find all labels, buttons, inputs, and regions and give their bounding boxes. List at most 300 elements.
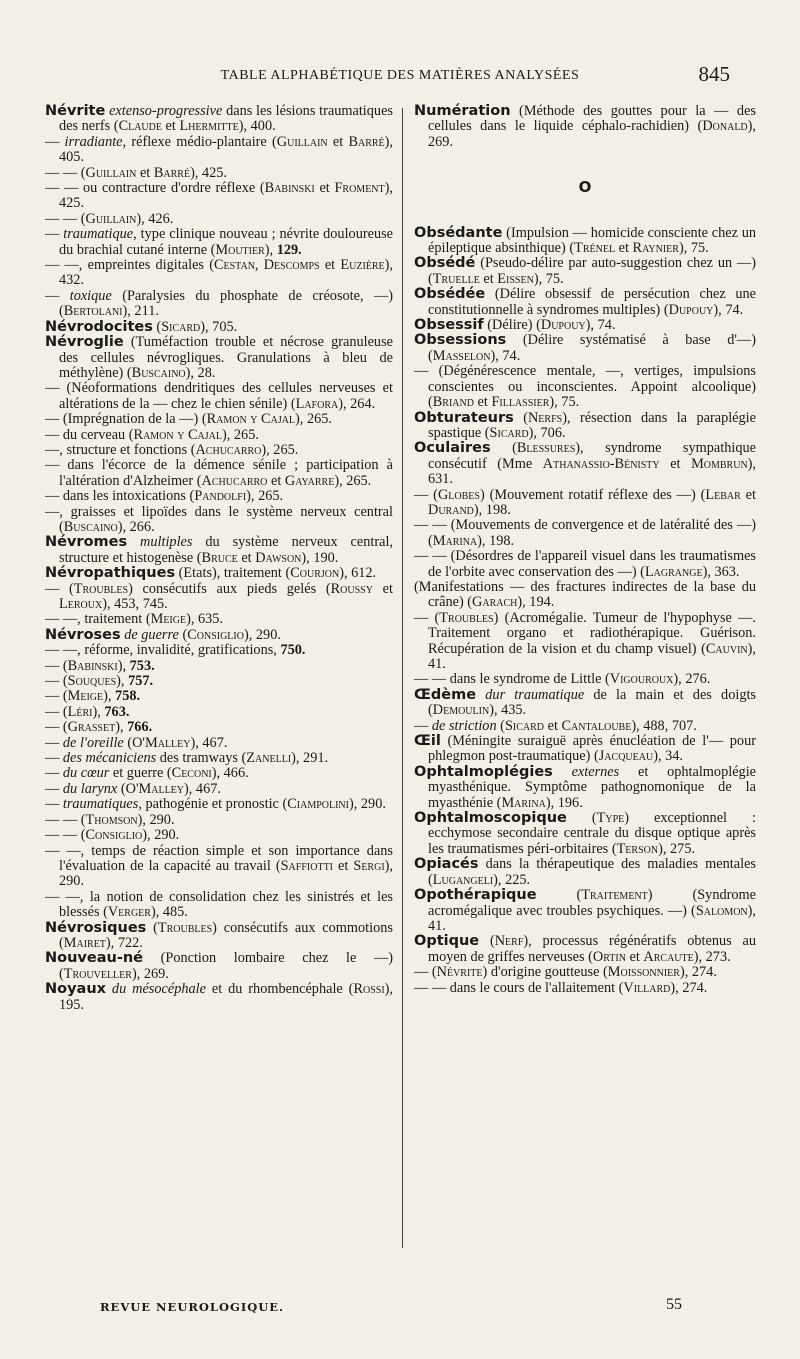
- italic-term: irradiante: [64, 133, 123, 150]
- index-entry: [45, 227, 393, 258]
- entry-text: ), 290.: [142, 827, 180, 844]
- index-entry: [414, 256, 756, 287]
- entry-text: —: [45, 780, 63, 797]
- index-entry: [414, 811, 756, 857]
- index-entry: [45, 135, 393, 166]
- entry-text: ), 34.: [653, 748, 683, 765]
- author-name: Buscaino: [63, 518, 118, 535]
- column-divider: [402, 108, 403, 1248]
- entry-text: — — (: [45, 164, 86, 181]
- entry-text: — (Dégénérescence mentale, —, vertiges, impulsions conscientes ou inconscientes. Appoint alcoolique) (: [414, 363, 756, 411]
- author-name: Blessures: [516, 440, 576, 457]
- author-name: Traitement: [581, 887, 648, 904]
- entry-text: ), 488, 707.: [631, 717, 697, 734]
- author-name: Bertolani: [63, 303, 123, 320]
- index-entry: [414, 981, 756, 996]
- entry-text: —, structure et fonctions (: [45, 441, 196, 458]
- entry-text: et: [479, 270, 498, 287]
- author-name: Guillain: [85, 210, 137, 227]
- index-entry: [414, 857, 756, 888]
- entry-text: ), 196.: [545, 794, 583, 811]
- entry-text: et: [267, 472, 285, 489]
- author-name: Malley: [145, 734, 191, 751]
- index-entry: [45, 289, 393, 320]
- italic-term: de guerre: [124, 626, 179, 643]
- author-name: Durand: [428, 501, 474, 518]
- author-name: Ceconi: [171, 765, 212, 782]
- entry-text: — —, traitement (: [45, 611, 151, 628]
- entry-text: — (: [45, 657, 68, 674]
- author-name: Barré: [153, 164, 191, 181]
- entry-text: ), 41.: [428, 640, 756, 672]
- author-name: Troubles: [157, 919, 213, 936]
- index-entry: [414, 364, 756, 410]
- right-column-top-entries: [414, 104, 756, 150]
- entry-text: ), 426.: [136, 210, 174, 227]
- index-entry: [414, 719, 756, 734]
- italic-term: toxique: [69, 287, 112, 304]
- entry-text: ), 266.: [117, 518, 155, 535]
- entry-text: — — (: [45, 827, 86, 844]
- entry-text: (: [152, 318, 162, 335]
- entry-text: et: [615, 240, 633, 257]
- italic-term: du cœur: [62, 765, 110, 782]
- index-entry: [45, 612, 393, 627]
- entry-text: et guerre (: [109, 765, 172, 782]
- author-name: Type: [596, 810, 625, 827]
- entry-text: ), 265.: [295, 411, 332, 428]
- entry-text: — — (: [45, 811, 86, 828]
- index-entry: [45, 458, 393, 489]
- entry-headword: Névrodocites: [45, 318, 153, 335]
- entry-headword: Obturateurs: [414, 409, 514, 426]
- author-name: Descomps: [263, 257, 320, 274]
- entry-text: — (: [45, 688, 68, 705]
- entry-text: — —, réforme, invalidité, gratifications,: [45, 642, 281, 659]
- entry-text: ), 74.: [713, 301, 744, 318]
- author-name: Saffiotti: [280, 857, 334, 874]
- entry-text: ), 274.: [670, 979, 708, 996]
- entry-text: (Paralysies du phosphate de créosote, —) (: [59, 287, 394, 320]
- author-name: Bruce: [201, 549, 238, 566]
- entry-text: et: [372, 580, 393, 597]
- entry-headword: Névroses: [45, 626, 121, 643]
- page-header: [42, 62, 758, 92]
- index-entry: [45, 643, 393, 658]
- index-entry: [414, 287, 756, 318]
- entry-text: ) (Mouvement rotatif réflexe des —) (: [479, 486, 706, 503]
- entry-text: ), 290.: [137, 811, 175, 828]
- author-name: Vigouroux: [609, 671, 674, 688]
- entry-text: et: [544, 717, 562, 734]
- entry-text: (: [178, 626, 188, 643]
- author-name: Ortin: [592, 948, 626, 965]
- index-entry: [414, 580, 756, 611]
- entry-text: ), syndrome sympathique consécutif (Mme: [428, 440, 756, 472]
- author-name: Jacqueau: [598, 748, 654, 765]
- entry-text: ), 425.: [59, 180, 393, 212]
- author-name: Moutier: [215, 241, 265, 258]
- entry-text: ), 275.: [658, 840, 696, 857]
- author-name: Babinski: [67, 657, 118, 674]
- index-entry: [45, 212, 393, 227]
- author-name: Masselon: [432, 347, 491, 364]
- author-name: Léri: [67, 703, 93, 720]
- entry-text: — (: [45, 580, 74, 597]
- entry-text: — (: [414, 486, 438, 503]
- index-entry: [45, 412, 393, 427]
- entry-text: — du cerveau (: [45, 426, 134, 443]
- entry-text: ) (Syndrome acromégalique avec troubles psychiques. —) (: [428, 887, 756, 919]
- index-entry: [414, 318, 756, 333]
- entry-text: ), 400.: [238, 118, 276, 135]
- index-entry: [414, 672, 756, 687]
- entry-headword: Œil: [414, 733, 441, 750]
- bold-page-ref: 129.: [276, 241, 302, 258]
- entry-headword: Névromes: [45, 534, 128, 551]
- entry-text: ), 211.: [122, 303, 159, 320]
- entry-text: — —, la notion de consolidation chez les sinistrés et les blessés (: [45, 888, 393, 921]
- entry-text: et: [333, 857, 354, 874]
- journal-name: REVUE NEUROLOGIQUE.: [100, 1300, 285, 1314]
- entry-text: des tramways (: [156, 750, 247, 767]
- entry-text: (: [566, 810, 597, 827]
- entry-headword: Obsessions: [414, 332, 507, 349]
- entry-text: ), 74.: [585, 317, 616, 334]
- entry-headword: Œdème: [414, 686, 477, 703]
- entry-text: — (: [45, 719, 68, 736]
- index-entry: [414, 934, 756, 965]
- author-name: Verger: [107, 904, 151, 921]
- index-entry: [45, 489, 393, 504]
- index-entry: [45, 181, 393, 212]
- author-name: Courjon: [290, 565, 340, 582]
- entry-text: (: [146, 919, 158, 936]
- index-entry: [45, 705, 393, 720]
- author-name: Nerfs: [527, 409, 563, 426]
- entry-text: [553, 764, 572, 780]
- author-name: Troubles: [73, 580, 129, 597]
- entry-text: et: [659, 455, 692, 472]
- author-name: Terson: [616, 840, 659, 857]
- author-name: Sergi: [353, 857, 385, 874]
- entry-text: ), 28.: [185, 364, 216, 381]
- entry-text: — — dans le syndrome de Little (: [414, 671, 610, 688]
- entry-text: —: [45, 750, 63, 767]
- entry-text: —: [45, 765, 63, 782]
- author-name: Babinski: [264, 180, 315, 197]
- author-name: Sicard: [489, 424, 529, 441]
- index-entry: [414, 441, 756, 487]
- index-entry: [45, 797, 393, 812]
- entry-text: ), 264.: [338, 395, 376, 412]
- author-name: Pandolfi: [194, 488, 247, 505]
- entry-text: ), résection dans la paraplégie spastique (: [428, 409, 756, 441]
- entry-text: ), 75.: [533, 270, 564, 287]
- entry-text: ), 705.: [200, 318, 238, 335]
- entry-text: — — dans le cours de l'allaitement (: [414, 979, 624, 996]
- author-name: Raynier: [632, 240, 679, 257]
- author-name: Cauvin: [705, 640, 748, 657]
- bold-page-ref: 753.: [129, 657, 155, 674]
- entry-headword: Oculaires: [414, 440, 491, 457]
- author-name: Demoulin: [432, 702, 490, 719]
- entry-text: ), processus régénératifs obtenus au moyen de griffes nerveuses (: [428, 933, 756, 965]
- entry-text: ), 706.: [528, 424, 566, 441]
- entry-text: (Délire) (: [483, 317, 541, 334]
- entry-text: (Manifestations — des fractures indirectes de la base du crâne) (: [414, 578, 756, 611]
- index-entry: [45, 674, 393, 689]
- author-name: Garach: [472, 594, 518, 611]
- entry-text: et ophtalmoplégie myasthénique. Symptôme pathognomonique de la myasthénie (: [428, 763, 757, 811]
- entry-text: — — (: [45, 210, 86, 227]
- entry-text: —, graisses et lipoïdes dans le système nerveux central (: [45, 503, 393, 535]
- entry-text: ) consécutifs aux commotions (: [59, 919, 393, 951]
- author-name: Cantaloube: [561, 717, 632, 734]
- author-name: Malley: [138, 780, 185, 797]
- index-entry: [45, 104, 393, 135]
- author-name: Rossi: [353, 981, 385, 998]
- entry-text: (Pseudo-délire par auto-suggestion chez un —) (: [428, 255, 756, 287]
- entry-text: et: [625, 948, 644, 965]
- entry-text: —: [45, 734, 63, 751]
- author-name: Briand: [432, 394, 474, 411]
- entry-text: [476, 687, 485, 703]
- author-name: Thomson: [85, 811, 138, 828]
- entry-headword: Ophtalmoscopique: [414, 810, 567, 827]
- index-entry: [45, 782, 393, 797]
- entry-headword: Obsédé: [414, 255, 476, 272]
- entry-text: ),: [264, 241, 277, 258]
- entry-text: — —, empreintes digitales (: [45, 257, 214, 274]
- index-entry: [414, 333, 756, 364]
- index-entry: [414, 888, 756, 934]
- index-entry: [414, 611, 756, 673]
- author-name: Trénel: [574, 240, 616, 257]
- author-name: Consiglio: [187, 626, 244, 643]
- entry-headword: Opothérapique: [414, 887, 537, 904]
- entry-text: ), 265.: [261, 441, 299, 458]
- author-name: Mombrun: [691, 455, 748, 472]
- entry-text: (: [490, 440, 517, 457]
- bold-page-ref: 763.: [104, 703, 130, 720]
- entry-text: ) (Acromégalie. Tumeur de l'hypophyse —. Traitement organo et radiothérapique. Guérison. Récupération de la vision et du champ visuel) (: [428, 609, 757, 657]
- entry-headword: Opiacés: [414, 856, 479, 873]
- entry-headword: Névroglie: [45, 334, 124, 351]
- index-entry: [414, 549, 756, 580]
- author-name: Névrite: [436, 964, 483, 981]
- entry-headword: Obsédée: [414, 286, 486, 303]
- entry-text: (Tuméfaction trouble et nécrose granuleuse des cellules névrogliques. Granulations à bleu de méthylène) (: [59, 334, 393, 381]
- bold-page-ref: 757.: [128, 673, 154, 690]
- author-name: Eissen: [497, 270, 534, 287]
- entry-text: — (: [45, 673, 68, 690]
- author-name: Fillassier: [491, 394, 550, 411]
- index-entry: [45, 258, 393, 289]
- italic-term: de striction: [431, 717, 497, 734]
- author-name: Euzière: [340, 257, 385, 274]
- entry-text: ), 195.: [59, 981, 393, 1013]
- author-name: Athanassio-Bénisty: [542, 455, 660, 472]
- author-name: Roussy: [330, 580, 373, 597]
- entry-text: , type clinique nouveau ; névrite douloureuse du brachial cutané interne (: [59, 226, 394, 258]
- italic-term: extenso-progressive: [109, 103, 223, 119]
- entry-text: ), 290.: [243, 626, 281, 643]
- italic-term: du mésocéphale: [111, 981, 206, 998]
- author-name: Lagrange: [644, 563, 703, 580]
- index-entry: [45, 982, 393, 1013]
- entry-text: — (Imprégnation de la —) (: [45, 411, 207, 428]
- author-name: Troubles: [439, 609, 494, 626]
- entry-text: (Impulsion — homicide consciente chez un épileptique absinthique) (: [428, 224, 756, 257]
- entry-text: et: [136, 164, 154, 181]
- entry-text: , pathogénie et pronostic (: [138, 796, 288, 813]
- entry-text: — (: [414, 964, 437, 981]
- bold-page-ref: 766.: [127, 719, 153, 736]
- author-name: Dupouy: [668, 301, 714, 318]
- author-name: Sicard: [504, 717, 545, 734]
- entry-text: (: [479, 933, 495, 950]
- entry-text: — (: [414, 609, 440, 626]
- entry-text: du système nerveux central, structure et histogenèse (: [59, 534, 393, 566]
- index-entry: [414, 734, 756, 765]
- author-name: Nerf: [494, 933, 524, 950]
- index-entry: [45, 736, 393, 751]
- entry-text: ),: [115, 719, 128, 736]
- entry-text: ), 485.: [150, 904, 188, 921]
- author-name: Meige: [67, 688, 104, 705]
- index-entry: [45, 320, 393, 335]
- left-column: [45, 104, 393, 1013]
- italic-term: multiples: [140, 534, 193, 551]
- entry-text: ), 435.: [489, 702, 527, 719]
- italic-term: externes: [571, 763, 620, 780]
- entry-headword: Névropathiques: [45, 565, 176, 582]
- index-entry: [45, 890, 393, 921]
- entry-text: dans les lésions traumatiques des nerfs (: [59, 103, 393, 135]
- author-name: Guillain: [85, 164, 137, 181]
- entry-text: — (Néoformations dendritiques des cellules nerveuses et altérations de la — chez le chien sénile) (: [45, 380, 393, 412]
- entry-text: ), 363.: [702, 563, 740, 580]
- author-name: Grasset: [67, 719, 116, 736]
- index-entry: [45, 813, 393, 828]
- index-entry: [414, 965, 756, 980]
- right-column: [414, 104, 756, 996]
- index-entry: [45, 844, 393, 890]
- index-entry: [45, 628, 393, 643]
- entry-text: (Délire obsessif de persécution chez une constitutionnelle à syndromes multiples) (: [428, 286, 756, 318]
- entry-text: ), 432.: [59, 257, 393, 289]
- entry-text: ), 265.: [246, 488, 284, 505]
- index-entry: [45, 443, 393, 458]
- index-entry: [45, 166, 393, 181]
- entry-text: et: [740, 486, 756, 503]
- entry-text: (Etats), traitement (: [175, 565, 291, 582]
- entry-text: (: [536, 887, 582, 904]
- entry-text: — —, temps de réaction simple et son importance dans l'évaluation de la capacité au travail (: [45, 842, 393, 874]
- index-entry: [45, 428, 393, 443]
- bold-page-ref: 750.: [280, 642, 306, 659]
- author-name: Lhermitte: [179, 118, 239, 135]
- index-entry: [414, 226, 756, 257]
- index-entry: [45, 566, 393, 581]
- author-name: Achucarro: [195, 441, 262, 458]
- entry-text: ),: [103, 688, 116, 705]
- author-name: Lafora: [295, 395, 339, 412]
- entry-text: ), 265.: [334, 472, 372, 489]
- entry-text: ) consécutifs aux pieds gelés (: [128, 580, 331, 597]
- entry-headword: Ophtalmoplégies: [414, 763, 553, 780]
- author-name: Claude: [118, 118, 162, 135]
- index-entry: [45, 505, 393, 536]
- author-name: Ciampolini: [287, 796, 349, 813]
- section-letter: O: [578, 178, 592, 197]
- entry-text: ),: [92, 703, 105, 720]
- author-name: Moissonnier: [607, 964, 680, 981]
- entry-text: —: [414, 717, 432, 734]
- author-name: Guillain: [276, 133, 328, 150]
- index-entry: [45, 335, 393, 381]
- entry-text: —: [45, 133, 65, 150]
- entry-text: ), 453, 745.: [102, 596, 168, 612]
- entry-text: (: [496, 717, 505, 734]
- author-name: Souques: [67, 673, 117, 690]
- entry-text: ), 722.: [105, 934, 143, 951]
- entry-text: ), 425.: [190, 164, 228, 181]
- index-entry: [45, 720, 393, 735]
- author-name: Salomon: [695, 902, 748, 919]
- entry-text: ), 290.: [59, 857, 394, 890]
- index-entry: [45, 582, 393, 613]
- entry-text: (O': [117, 780, 139, 797]
- entry-text: — dans les intoxications (: [45, 488, 195, 505]
- entry-text: ), 190.: [301, 549, 339, 566]
- entry-text: et: [161, 118, 180, 135]
- entry-text: ), 290.: [349, 796, 386, 813]
- italic-term: des mécaniciens: [62, 750, 157, 767]
- entry-text: ), 291.: [291, 750, 329, 767]
- entry-text: (Ponction lombaire chez le —) (: [59, 950, 393, 982]
- entry-headword: Nouveau-né: [45, 950, 143, 967]
- entry-headword: Névrosiques: [45, 919, 147, 936]
- entry-text: et: [319, 257, 341, 274]
- author-name: Arcaute: [643, 948, 694, 965]
- bold-page-ref: 758.: [115, 688, 141, 705]
- entry-text: de la main et des doigts (: [428, 686, 756, 719]
- author-name: Buscaino: [131, 364, 186, 381]
- entry-text: ), 75.: [678, 240, 709, 257]
- running-title: TABLE ALPHABÉTIQUE DES MATIÈRES ANALYSÉES: [220, 68, 580, 83]
- author-name: Mairet: [63, 934, 106, 951]
- entry-text: —: [45, 226, 64, 243]
- entry-text: ), 631.: [428, 455, 757, 488]
- index-entry: [45, 535, 393, 566]
- entry-text: et: [314, 180, 335, 197]
- author-name: Globes: [437, 486, 480, 503]
- author-name: Trouveller: [63, 965, 132, 982]
- entry-text: ) d'origine goutteuse (: [482, 964, 608, 981]
- author-name: Consiglio: [85, 827, 143, 844]
- index-entry: [414, 688, 756, 719]
- author-name: Zanelli: [246, 750, 292, 767]
- index-entry: [45, 951, 393, 982]
- entry-text: ), 274.: [679, 964, 717, 981]
- italic-term: de l'oreille: [62, 734, 124, 751]
- entry-headword: Obsédante: [414, 224, 503, 241]
- entry-text: (Méthode des gouttes pour la — des cellules dans le liquide céphalo-rachidien) (: [428, 103, 756, 135]
- italic-term: traumatique: [63, 226, 134, 243]
- entry-text: et: [327, 133, 349, 150]
